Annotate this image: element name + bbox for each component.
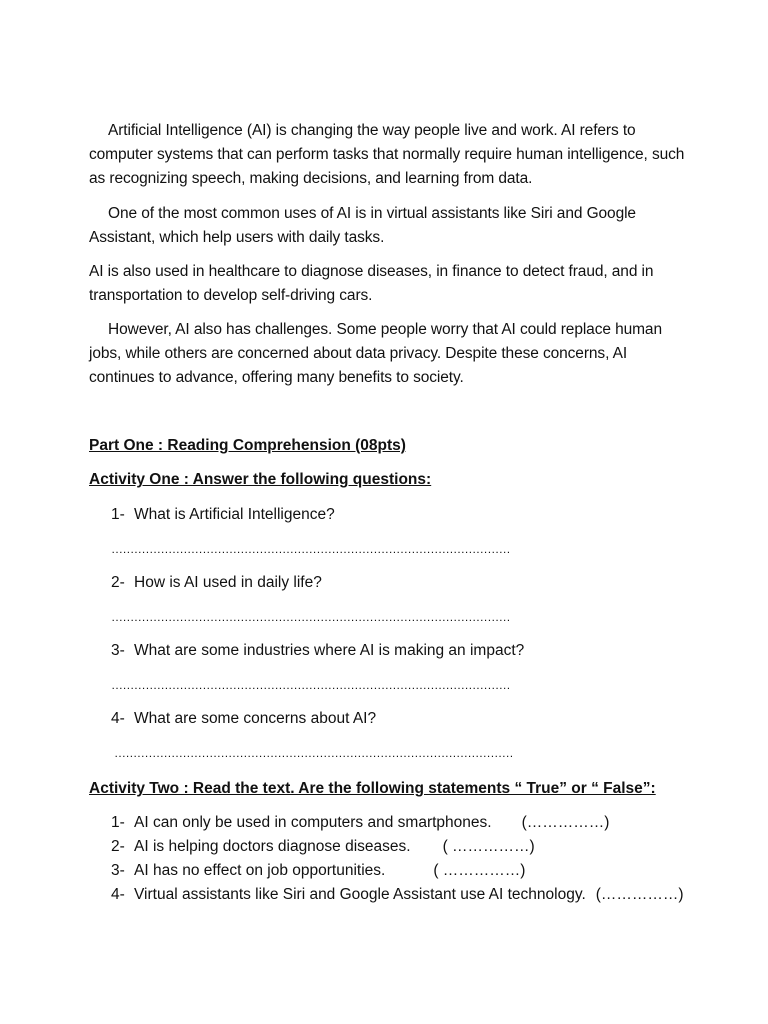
question-3 — [111, 639, 524, 663]
answer-line-1[interactable]: …………………………………………………………………………………………… — [111, 542, 511, 556]
passage-paragraph-3: AI is also used in healthcare to diagnose diseases, in finance to detect fraud, and in transportation to develop self-driving cars. — [89, 263, 654, 304]
question-number: 4- — [111, 710, 125, 727]
question-2 — [111, 571, 322, 595]
true-false-blank[interactable]: ( ……………) — [433, 862, 526, 879]
question-number: 3- — [111, 642, 125, 659]
statement-number: 1- — [111, 814, 125, 831]
statement-4 — [111, 883, 684, 907]
true-false-blank[interactable]: (……………) — [595, 886, 684, 903]
statement-2 — [111, 835, 535, 859]
passage-paragraph-4: However, AI also has challenges. Some people worry that AI could replace human jobs, while others are concerned about data privacy. Despite these concerns, AI continues to advance, offering many benefits to society. — [89, 321, 662, 386]
statement-text: Virtual assistants like Siri and Google Assistant use AI technology. — [134, 886, 586, 903]
answer-line-2[interactable]: …………………………………………………………………………………………… — [111, 610, 511, 624]
part-one-heading: Part One : Reading Comprehension (08pts) — [89, 437, 406, 454]
true-false-blank[interactable]: (……………) — [521, 814, 610, 831]
question-text: What are some concerns about AI? — [134, 710, 377, 727]
statement-number: 4- — [111, 886, 125, 903]
statement-3 — [111, 859, 525, 883]
passage-paragraph-1: Artificial Intelligence (AI) is changing the way people live and work. AI refers to computer systems that can perform tasks that normally require human intelligence, such as recognizing speech, making decisions, and learning from data. — [89, 122, 685, 187]
statement-number: 3- — [111, 862, 125, 879]
question-1 — [111, 503, 335, 527]
activity-two-heading: Activity Two : Read the text. Are the following statements “ True” or “ False”: — [89, 780, 656, 797]
question-text: What are some industries where AI is making an impact? — [134, 642, 525, 659]
question-text: What is Artificial Intelligence? — [134, 506, 335, 523]
question-number: 1- — [111, 506, 125, 523]
activity-one-heading: Activity One : Answer the following questions: — [89, 471, 432, 488]
answer-line-3[interactable]: …………………………………………………………………………………………… — [111, 678, 511, 692]
answer-line-4[interactable]: …………………………………………………………………………………………… — [114, 746, 514, 760]
statement-text: AI is helping doctors diagnose diseases. — [134, 838, 411, 855]
question-4 — [111, 707, 376, 731]
statement-text: AI has no effect on job opportunities. — [134, 862, 386, 879]
question-text: How is AI used in daily life? — [134, 574, 322, 591]
true-false-blank[interactable]: ( ……………) — [442, 838, 535, 855]
statement-text: AI can only be used in computers and smartphones. — [134, 814, 492, 831]
statement-1 — [111, 811, 609, 835]
statement-number: 2- — [111, 838, 125, 855]
passage-paragraph-2: One of the most common uses of AI is in virtual assistants like Siri and Google Assistant, which help users with daily tasks. — [89, 205, 636, 246]
question-number: 2- — [111, 574, 125, 591]
